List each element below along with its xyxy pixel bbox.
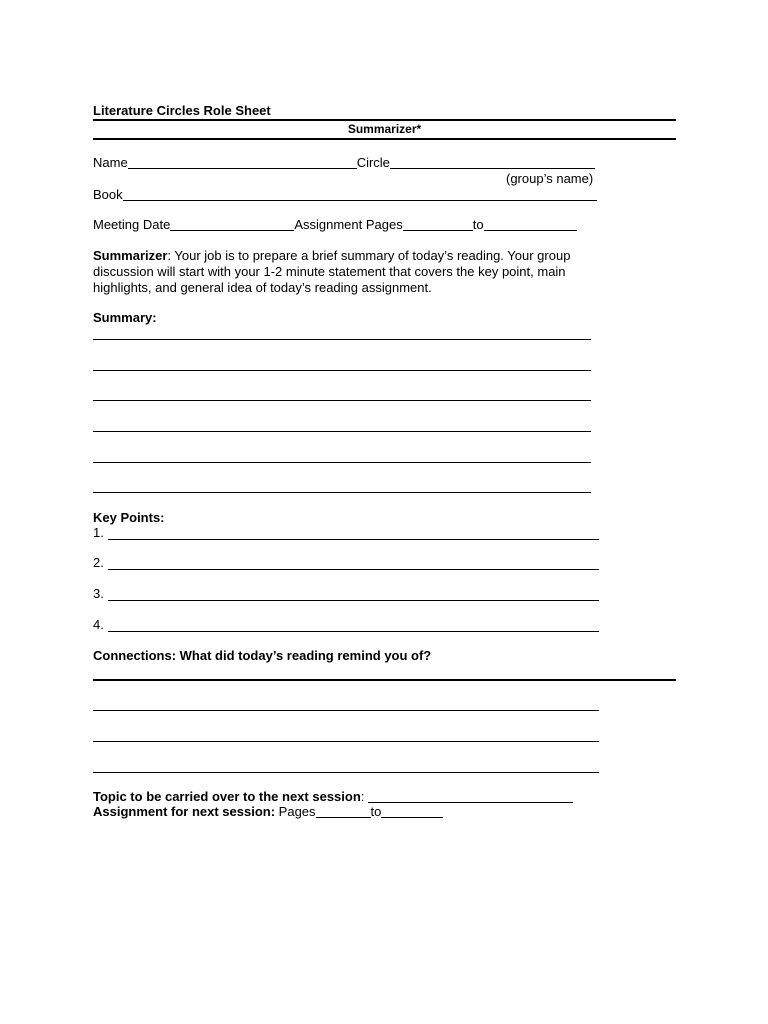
key-point-number: 4. — [93, 617, 104, 632]
summary-heading: Summary: — [93, 310, 157, 325]
connections-heading: Connections: What did today’s reading remind you of? — [93, 648, 432, 663]
circle-hint: (group’s name) — [506, 171, 594, 186]
key-point-number: 2. — [93, 555, 104, 570]
sheet-title: Literature Circles Role Sheet — [93, 103, 271, 118]
circle-label: Circle — [356, 155, 390, 170]
next-assignment-label: Assignment for next session: — [93, 804, 276, 819]
topic-colon: : — [360, 789, 365, 804]
title-divider-top — [93, 119, 676, 121]
pages-from-field[interactable] — [403, 218, 473, 231]
key-point-line[interactable] — [108, 600, 599, 601]
assignment-pages-label: Assignment Pages — [294, 217, 403, 232]
key-point-number: 1. — [93, 525, 104, 540]
role-title-text: Summarizer* — [347, 122, 422, 136]
role-description — [93, 248, 623, 296]
next-assignment-row — [93, 805, 443, 818]
title-divider-bottom — [93, 138, 676, 140]
next-pages-to-label: to — [370, 804, 382, 819]
topic-label: Topic to be carried over to the next session — [93, 789, 361, 804]
name-label: Name — [93, 155, 128, 170]
key-point-line[interactable] — [108, 569, 599, 570]
connections-line[interactable] — [93, 679, 676, 681]
next-pages-from-field[interactable] — [316, 805, 371, 818]
circle-field[interactable] — [390, 156, 595, 169]
key-points-heading: Key Points: — [93, 510, 165, 525]
name-row — [93, 156, 595, 169]
topic-field[interactable] — [368, 790, 573, 803]
next-pages-label: Pages — [278, 804, 316, 819]
book-field[interactable] — [123, 188, 597, 201]
summary-line[interactable] — [93, 431, 591, 432]
name-field[interactable] — [128, 156, 357, 169]
summary-line[interactable] — [93, 339, 591, 340]
role-description-term: Summarizer — [93, 248, 168, 263]
meeting-row — [93, 218, 577, 231]
connections-line[interactable] — [93, 710, 599, 711]
summary-line[interactable] — [93, 492, 591, 493]
pages-to-label: to — [472, 217, 484, 232]
book-row — [93, 188, 597, 201]
key-point-line[interactable] — [108, 631, 599, 632]
role-title — [0, 123, 768, 135]
meeting-date-field[interactable] — [170, 218, 294, 231]
connections-line[interactable] — [93, 772, 599, 773]
key-point-line[interactable] — [108, 539, 599, 540]
book-label: Book — [93, 187, 123, 202]
connections-line[interactable] — [93, 741, 599, 742]
pages-to-field[interactable] — [484, 218, 577, 231]
meeting-date-label: Meeting Date — [93, 217, 171, 232]
role-description-text: : Your job is to prepare a brief summary of today’s reading. Your group discussion will start with your 1-2 minute statement that covers the key point, main highlights, and general idea of today’s reading assignment. — [93, 248, 571, 295]
topic-row — [93, 790, 573, 803]
summary-line[interactable] — [93, 400, 591, 401]
summary-line[interactable] — [93, 462, 591, 463]
summary-line[interactable] — [93, 370, 591, 371]
next-pages-to-field[interactable] — [381, 805, 443, 818]
key-point-number: 3. — [93, 586, 104, 601]
